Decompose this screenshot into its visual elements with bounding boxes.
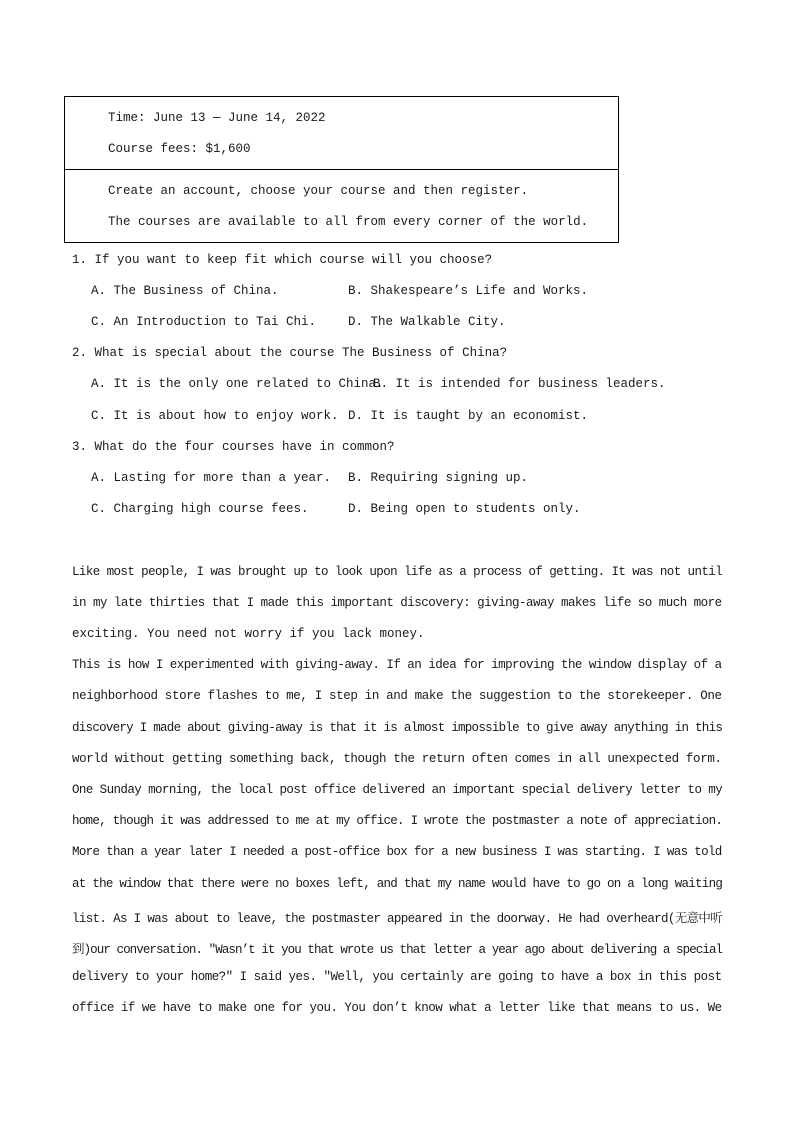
question-1-option-a: A. The Business of China. (91, 284, 279, 298)
passage-line: This is how I experimented with giving-away. If an idea for improving the window display of a (72, 658, 722, 672)
passage-line: More than a year later I needed a post-office box for a new business I was starting. I was told (72, 845, 722, 859)
question-3-option-a: A. Lasting for more than a year. (91, 471, 332, 485)
availability-note: The courses are available to all from every corner of the world. (108, 215, 589, 229)
passage-line: at the window that there were no boxes left, and that my name would have to go on a long waiting (72, 877, 723, 891)
question-2-option-c: C. It is about how to enjoy work. (91, 409, 339, 423)
passage-line: delivery to your home?" I said yes. "Well, you certainly are going to have a box in this post (72, 970, 722, 984)
passage-line: exciting. You need not worry if you lack money. (72, 627, 425, 641)
passage-line: home, though it was addressed to me at my office. I wrote the postmaster a note of appreciation. (72, 814, 723, 828)
passage-line: 到)our conversation. "Wasn’t it you that wrote us that letter a year ago about delivering a special (72, 943, 723, 957)
course-fees: Course fees: $1,600 (108, 142, 251, 156)
passage-line: world without getting something back, though the return often comes in all unexpected form. (72, 752, 722, 766)
question-3-option-b: B. Requiring signing up. (348, 471, 529, 485)
passage-line: in my late thirties that I made this important discovery: giving-away makes life so much more (72, 596, 722, 610)
question-3-stem: 3. What do the four courses have in common? (72, 440, 395, 454)
question-2-option-d: D. It is taught by an economist. (348, 409, 589, 423)
question-1-option-c: C. An Introduction to Tai Chi. (91, 315, 317, 329)
passage-line: office if we have to make one for you. You don’t know what a letter like that means to us. We (72, 1001, 722, 1015)
question-3-option-d: D. Being open to students only. (348, 502, 581, 516)
question-3-option-c: C. Charging high course fees. (91, 502, 309, 516)
passage-line: neighborhood store flashes to me, I step in and make the suggestion to the storekeeper. One (72, 689, 722, 703)
question-2-stem: 2. What is special about the course The Business of China? (72, 346, 508, 360)
question-2-option-a: A. It is the only one related to China. (91, 377, 384, 391)
question-1-option-b: B. Shakespeare’s Life and Works. (348, 284, 589, 298)
passage-line: discovery I made about giving-away is that it is almost impossible to give away anything in this (72, 721, 723, 735)
passage-line: One Sunday morning, the local post office delivered an important special delivery letter to my (72, 783, 723, 797)
course-time: Time: June 13 — June 14, 2022 (108, 111, 326, 125)
question-1-stem: 1. If you want to keep fit which course will you choose? (72, 253, 493, 267)
question-2-option-b: B. It is intended for business leaders. (373, 377, 666, 391)
passage-line: list. As I was about to leave, the postmaster appeared in the doorway. He had overheard(无意中听 (72, 912, 723, 926)
register-instruction: Create an account, choose your course and then register. (108, 184, 529, 198)
passage-line: Like most people, I was brought up to look upon life as a process of getting. It was not until (72, 565, 723, 579)
box-divider (65, 169, 618, 170)
question-1-option-d: D. The Walkable City. (348, 315, 506, 329)
